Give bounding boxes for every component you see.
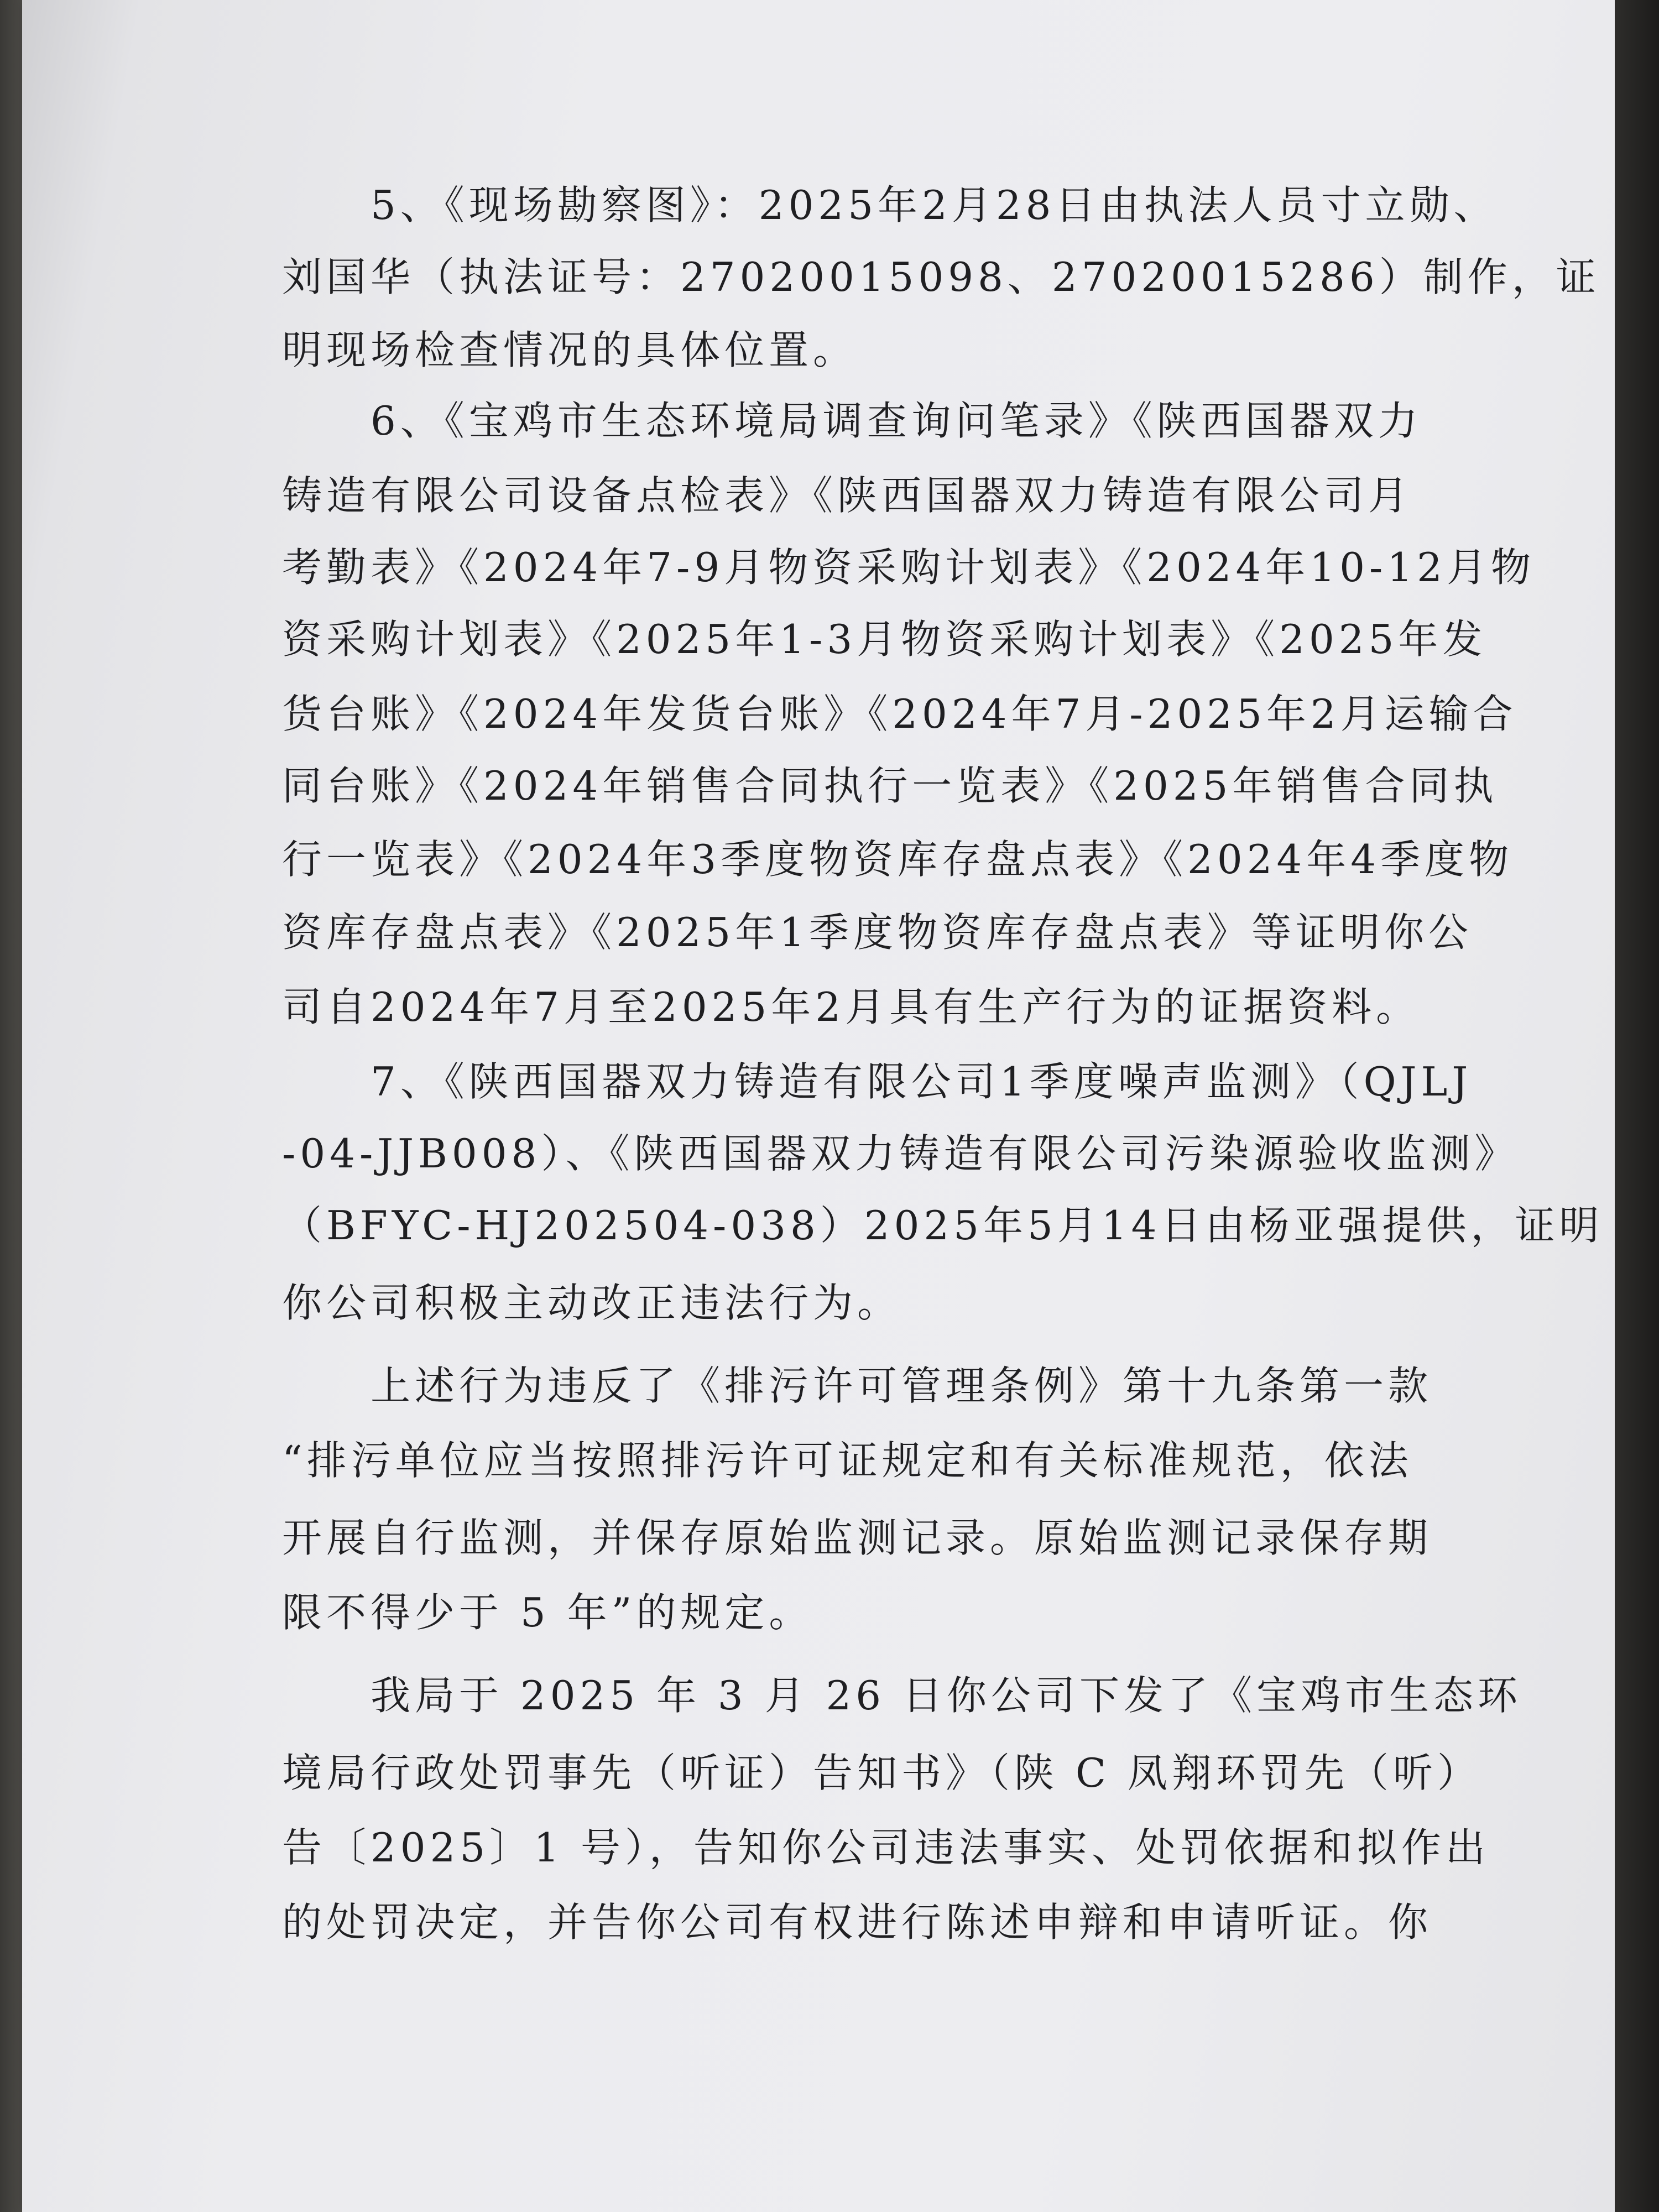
text-line-18: “排污单位应当按照排污许可证规定和有关标准规范，依法 xyxy=(282,1437,1413,1484)
text-line-17: 上述行为违反了《排污许可管理条例》第十九条第一款 xyxy=(371,1363,1433,1409)
text-line-7: 资采购计划表》《2025年1-3月物资采购计划表》《2025年发 xyxy=(282,616,1487,662)
text-line-8: 货台账》《2024年发货台账》《2024年7月-2025年2月运输合 xyxy=(282,691,1517,737)
text-line-3: 明现场检查情况的具体位置。 xyxy=(282,327,858,373)
text-line-2: 刘国华（执法证号：27020015098、27020015286）制作，证 xyxy=(282,254,1600,300)
dark-background-edge xyxy=(1615,0,1659,2212)
text-line-19: 开展自行监测，并保存原始监测记录。原始监测记录保存期 xyxy=(282,1515,1433,1561)
text-line-5: 铸造有限公司设备点检表》《陕西国器双力铸造有限公司月 xyxy=(282,472,1413,519)
text-line-6: 考勤表》《2024年7-9月物资采购计划表》《2024年10-12月物 xyxy=(282,544,1535,591)
text-line-20: 限不得少于 5 年”的规定。 xyxy=(282,1589,813,1636)
text-line-23: 告〔2025〕1 号），告知你公司违法事实、处罚依据和拟作出 xyxy=(282,1824,1490,1871)
text-line-12: 司自2024年7月至2025年2月具有生产行为的证据资料。 xyxy=(282,984,1421,1030)
text-line-21: 我局于 2025 年 3 月 26 日你公司下发了《宝鸡市生态环 xyxy=(371,1672,1522,1719)
text-line-13: 7、《陕西国器双力铸造有限公司1季度噪声监测》（QJLJ xyxy=(371,1058,1473,1105)
text-line-4: 6、《宝鸡市生态环境局调查询问笔录》《陕西国器双力 xyxy=(371,398,1422,444)
text-line-1: 5、《现场勘察图》：2025年2月28日由执法人员寸立勋、 xyxy=(371,182,1498,228)
text-line-10: 行一览表》《2024年3季度物资库存盘点表》《2024年4季度物 xyxy=(282,836,1514,883)
text-line-22: 境局行政处罚事先（听证）告知书》（陕 C 凤翔环罚先（听） xyxy=(282,1750,1481,1796)
text-line-14: -04-JJB008）、《陕西国器双力铸造有限公司污染源验收监测》 xyxy=(282,1130,1519,1177)
text-line-15: （BFYC-HJ202504-038）2025年5月14日由杨亚强提供，证明 xyxy=(282,1202,1604,1249)
text-line-24: 的处罚决定，并告你公司有权进行陈述申辩和申请听证。你 xyxy=(282,1899,1433,1945)
text-line-11: 资库存盘点表》《2025年1季度物资库存盘点表》等证明你公 xyxy=(282,909,1473,956)
document-page xyxy=(22,0,1615,2212)
text-line-9: 同台账》《2024年销售合同执行一览表》《2025年销售合同执 xyxy=(282,763,1498,809)
text-line-16: 你公司积极主动改正违法行为。 xyxy=(282,1280,902,1326)
